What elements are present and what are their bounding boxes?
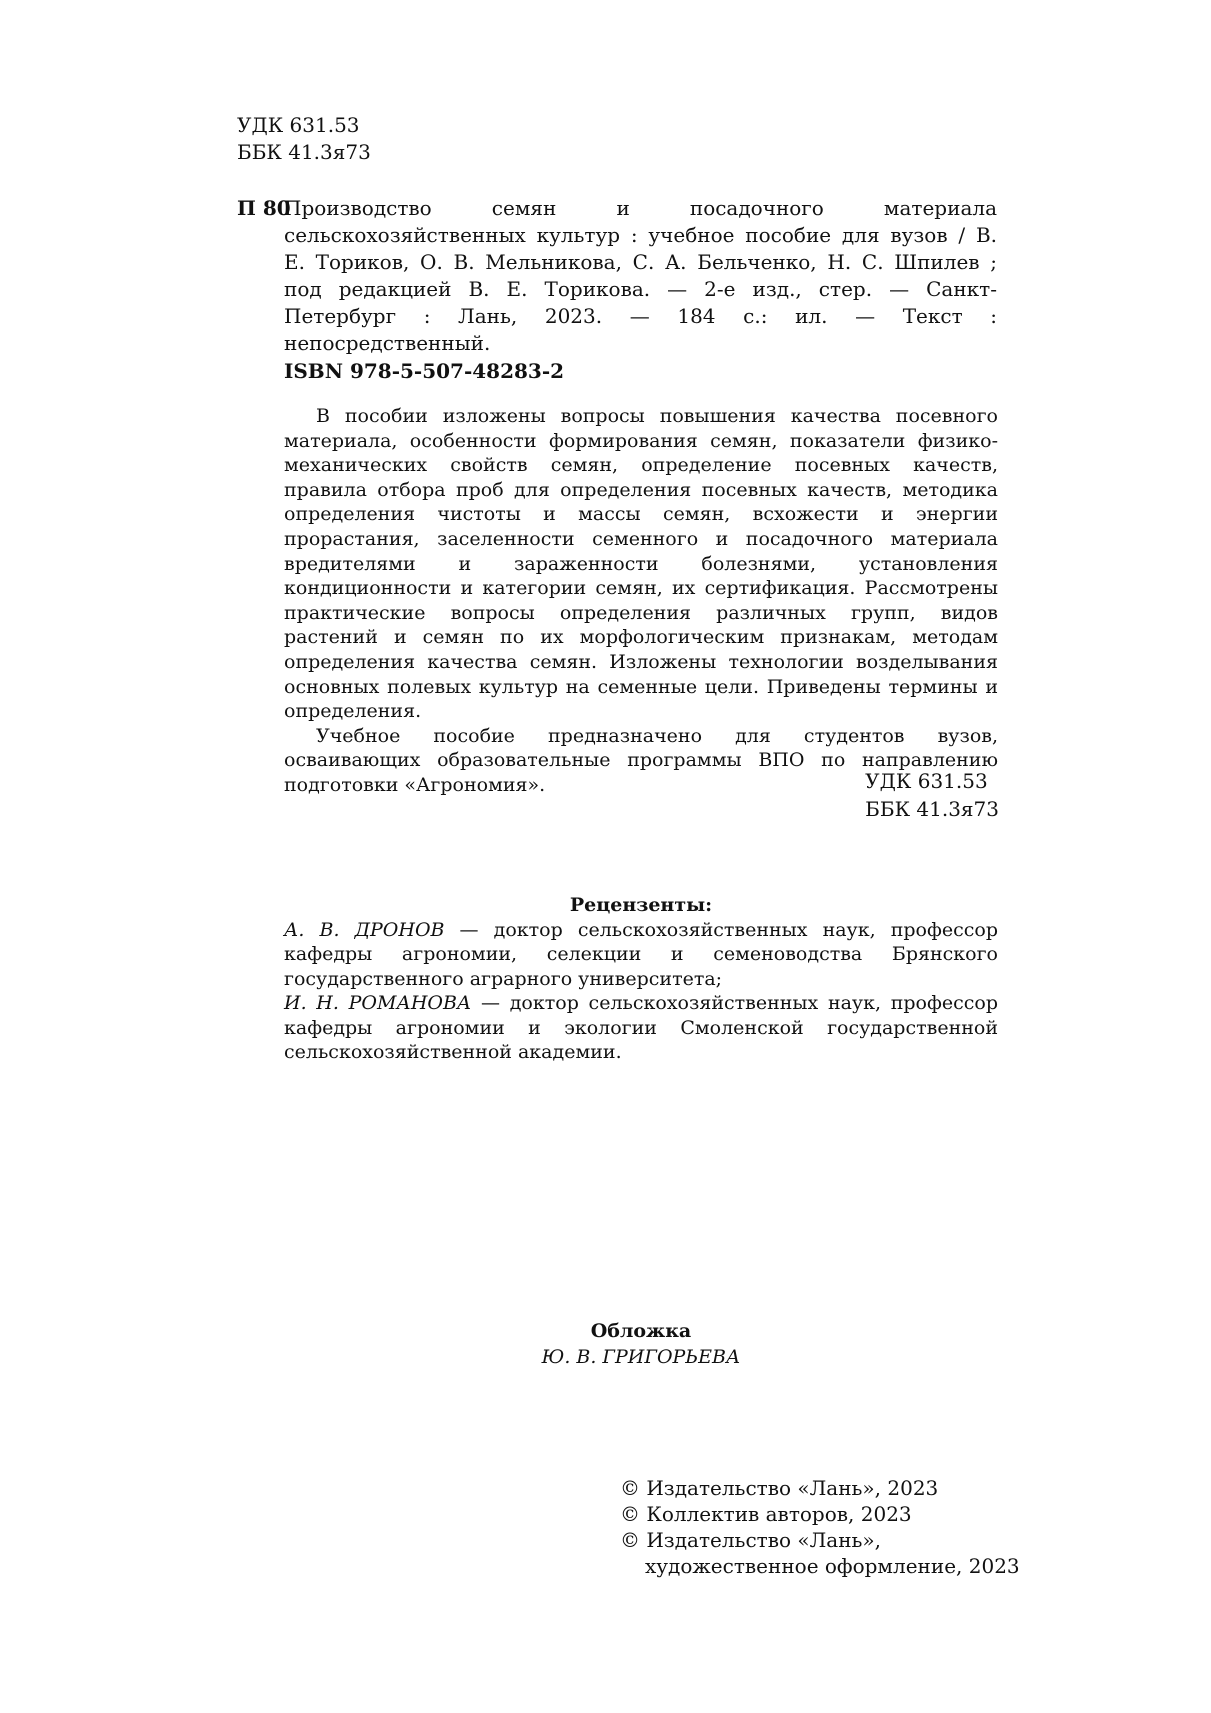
bbk-code: ББК 41.3я73 [237,140,371,164]
cover-credit [284,1318,998,1370]
cover-designer: Ю. В. ГРИГОРЬЕВА [541,1346,741,1368]
isbn: ISBN 978-5-507-48283-2 [284,359,565,383]
abstract-paragraph: В пособии изложены вопросы повышения качества посевного материала, особенности формирования семян, показатели физико-механических свойств семян, определение посевных качеств, правила отбора проб для определения посевных качеств, методика определения чистоты и массы семян, всхожести и энергии прорастания, заселенности семенного и посадочного материала вредителями и зараженности болезнями, установления кондиционности и категории семян, их сертификация. Рассмотрены практические вопросы определения различных групп, видов растений и семян по их морфологическим признакам, методам определения качества семян. Изложены технологии возделывания основных полевых культур на семенные цели. Приведены термины и определения. [284,405,998,723]
copyright-line: художественное оформление, 2023 [645,1554,1020,1578]
udk-code: УДК 631.53 [865,769,988,793]
reviewer-description: — доктор сельскохозяйственных наук, профессор кафедры агрономии, селекции и семеноводства Брянского государственного аграрного университета; [284,918,998,990]
reviewer-name: А. В. ДРОНОВ [284,918,445,941]
classification-top [237,112,371,166]
reviewer-entry [284,918,998,992]
reviewer-entry [284,991,998,1065]
classification-bottom [865,767,999,823]
bibliographic-entry: Производство семян и посадочного материала сельскохозяйственных культур : учебное пособие для вузов / В. Е. Ториков, О. В. Мельникова, С. А. Бельченко, Н. С. Шпилев ; под редакцией В. Е. Торикова. — 2-е изд., стер. — Санкт-Петербург : Лань, 2023. — 184 с.: ил. — Текст : непосредственный. [284,196,997,355]
bbk-code: ББК 41.3я73 [865,797,999,821]
copyright-line: © Издательство «Лань», [620,1528,882,1552]
abstract [284,404,998,798]
abstract-paragraph: Учебное пособие предназначено для студентов вузов, осваивающих образовательные программы ВПО по направлению подготовки «Агрономия». [284,724,998,796]
reviewers-section [284,893,998,1065]
reviewers-heading: Рецензенты: [569,894,713,916]
author-mark: П 80 [237,196,291,220]
copyright-line: © Издательство «Лань», 2023 [620,1476,939,1500]
copyright-block [620,1475,1020,1579]
copyright-line: © Коллектив авторов, 2023 [620,1502,912,1526]
reviewer-description: — доктор сельскохозяйственных наук, профессор кафедры агрономии и экологии Смоленской государственной сельскохозяйственной академии. [284,992,998,1063]
reviewer-name: И. Н. РОМАНОВА [284,992,472,1014]
cover-heading: Обложка [590,1320,692,1342]
udk-code: УДК 631.53 [237,113,360,137]
